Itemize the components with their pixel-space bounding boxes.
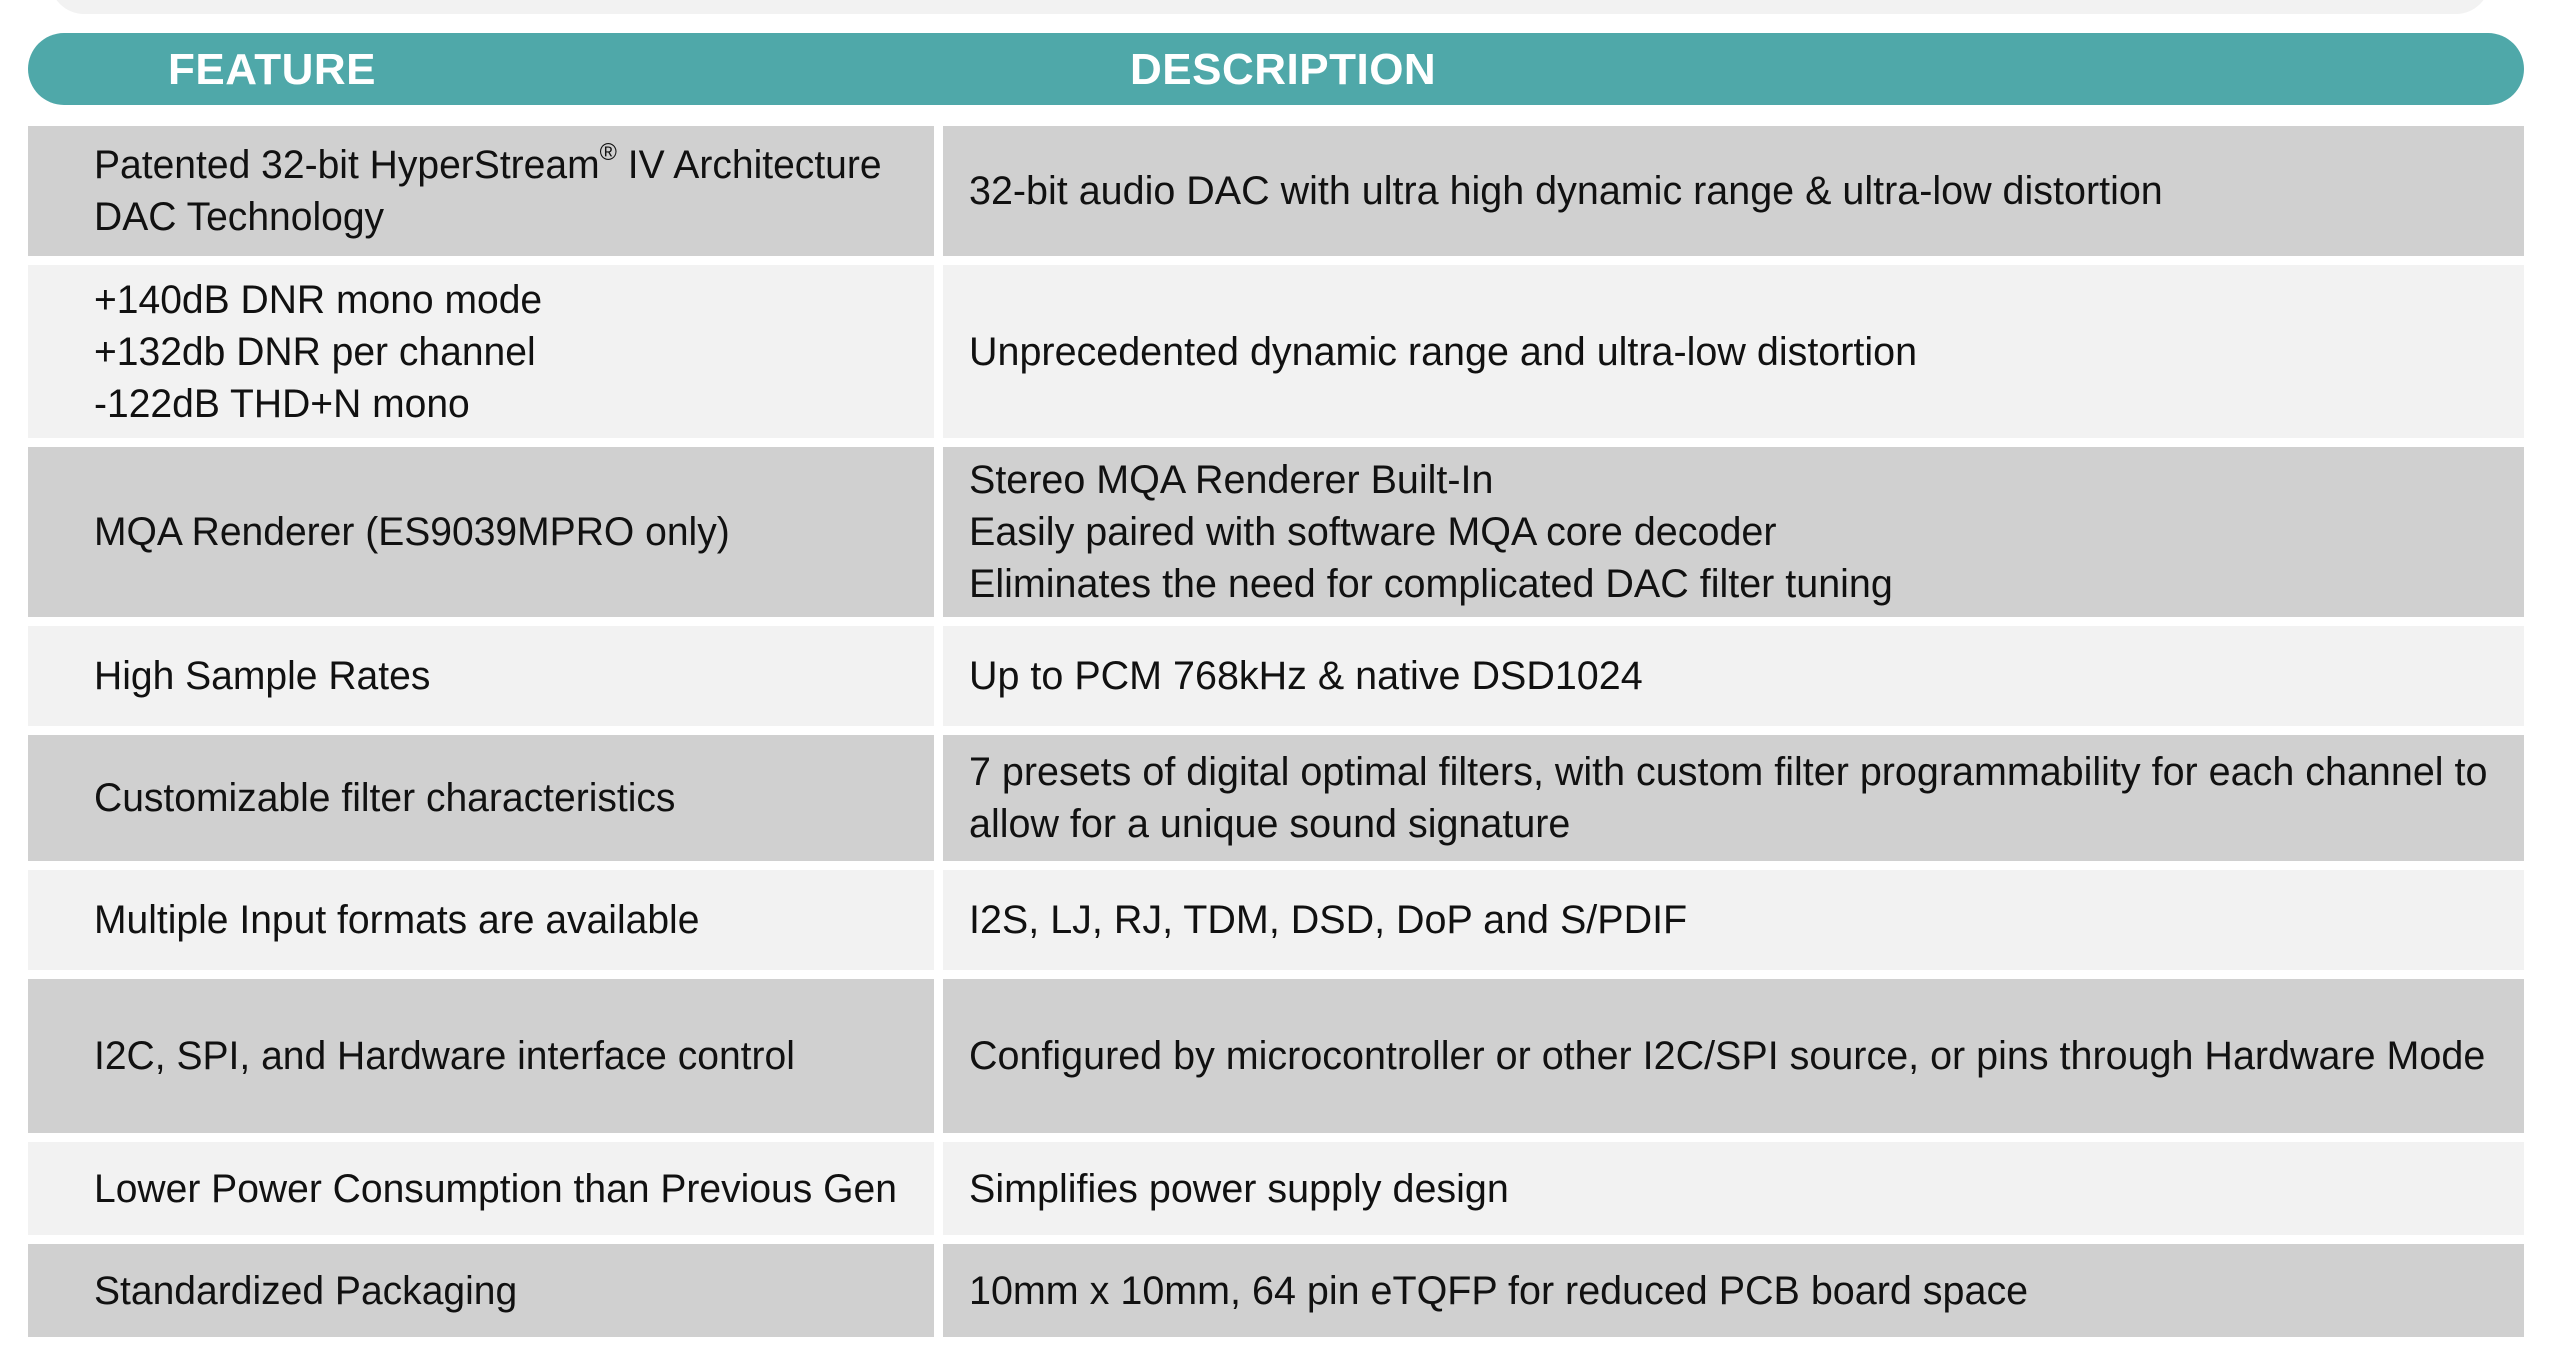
description-line: Eliminates the need for complicated DAC filter tuning [969, 562, 1893, 606]
table-row [28, 126, 2524, 256]
feature-line: +140dB DNR mono mode [94, 277, 543, 322]
description-line: Easily paired with software MQA core decoder [969, 510, 1777, 554]
description-cell [943, 265, 2524, 438]
description-cell [943, 447, 2524, 617]
table-row [28, 626, 2524, 726]
feature-line: I2C, SPI, and Hardware interface control [94, 1034, 795, 1078]
table-row [28, 1142, 2524, 1235]
feature-cell [28, 265, 934, 438]
description-cell [943, 1244, 2524, 1337]
feature-line: Lower Power Consumption than Previous Gen [94, 1166, 897, 1211]
feature-cell [28, 1244, 934, 1337]
feature-cell [28, 870, 934, 970]
table-row [28, 735, 2524, 861]
feature-line: Standardized Packaging [94, 1268, 518, 1313]
description-cell [943, 979, 2524, 1133]
feature-line: High Sample Rates [94, 654, 431, 698]
description-cell [943, 735, 2524, 861]
header-feature-label: FEATURE [168, 45, 377, 94]
top-decorative-bar [50, 0, 2490, 14]
table-row [28, 265, 2524, 438]
description-line: Simplifies power supply design [969, 1166, 1509, 1211]
feature-line: -122dB THD+N mono [94, 381, 470, 426]
feature-table [28, 126, 2524, 1346]
feature-line: Patented 32-bit HyperStream® IV Architecture [94, 138, 882, 187]
description-line: allow for a unique sound signature [969, 802, 1571, 846]
description-cell [943, 1142, 2524, 1235]
description-line: 32-bit audio DAC with ultra high dynamic range & ultra-low distortion [969, 169, 2163, 213]
feature-line: DAC Technology [94, 195, 385, 239]
header-description-label: DESCRIPTION [1130, 45, 1437, 94]
feature-cell [28, 979, 934, 1133]
table-row [28, 870, 2524, 970]
description-cell [943, 626, 2524, 726]
description-line: 10mm x 10mm, 64 pin eTQFP for reduced PCB board space [969, 1268, 2029, 1313]
table-row [28, 1244, 2524, 1337]
feature-cell [28, 447, 934, 617]
description-line: Up to PCM 768kHz & native DSD1024 [969, 654, 1643, 698]
description-line: I2S, LJ, RJ, TDM, DSD, DoP and S/PDIF [969, 898, 1688, 942]
description-cell [943, 126, 2524, 256]
feature-line: Customizable filter characteristics [94, 776, 676, 820]
description-line: Unprecedented dynamic range and ultra-low distortion [969, 329, 1918, 374]
description-line: 7 presets of digital optimal filters, with custom filter programmability for each channel to [969, 750, 2488, 794]
feature-line: MQA Renderer (ES9039MPRO only) [94, 510, 730, 554]
feature-cell [28, 1142, 934, 1235]
description-line: Stereo MQA Renderer Built-In [969, 458, 1494, 502]
table-row [28, 979, 2524, 1133]
feature-cell [28, 626, 934, 726]
description-cell [943, 870, 2524, 970]
description-line: Configured by microcontroller or other I2C/SPI source, or pins through Hardware Mode [969, 1034, 2486, 1078]
feature-cell [28, 126, 934, 256]
feature-line: +132db DNR per channel [94, 329, 536, 374]
feature-line: Multiple Input formats are available [94, 898, 700, 942]
table-row [28, 447, 2524, 617]
table-header [28, 33, 2524, 105]
feature-cell [28, 735, 934, 861]
